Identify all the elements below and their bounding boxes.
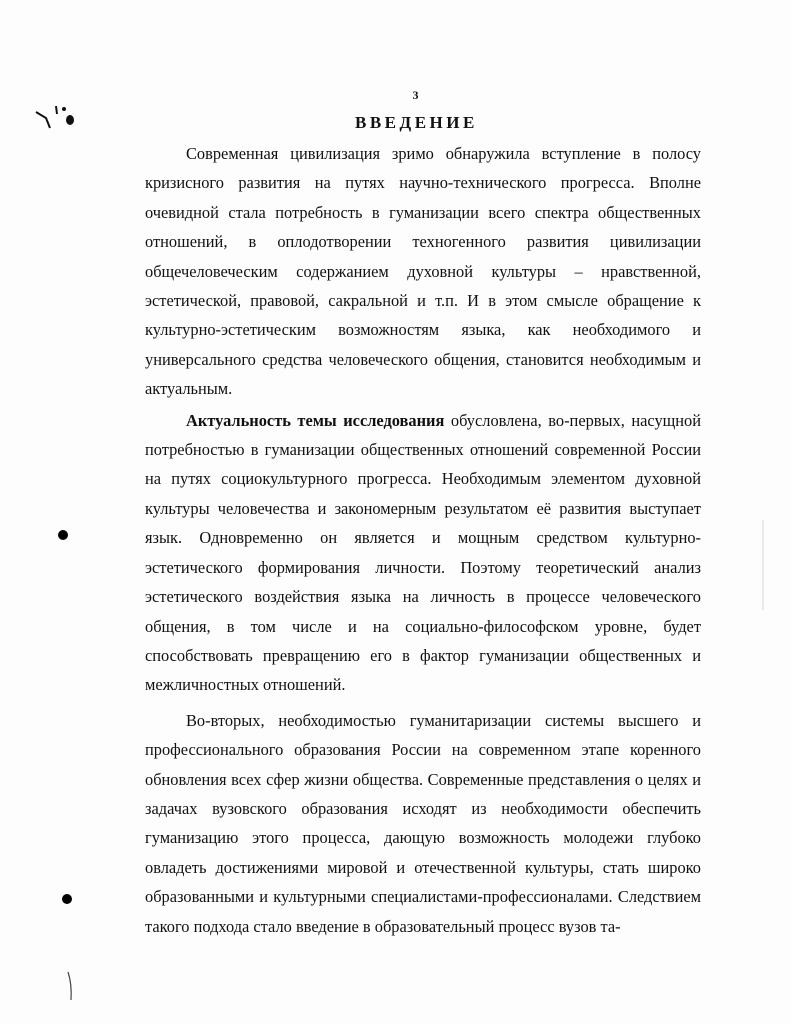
scan-dot-mark-2 <box>62 894 72 904</box>
paragraph-2-bold-lead: Актуальность темы исследования <box>186 410 445 430</box>
page-title: ВВЕДЕНИЕ <box>355 113 478 132</box>
scan-margin-line <box>760 520 766 610</box>
paragraph-1 <box>145 139 701 404</box>
scan-line-mark-icon <box>64 970 78 1002</box>
paragraph-1-text: Современная цивилизация зримо обнаружила вступление в полосу кризисного развития на путях научно-технического прогресса. Вполне очевидной стала потребность в гуманизации всего спектра общественных отношений, в оплодотворении техногенного развития цивилизации общечеловеческим содержанием духовной культуры – нравственной, эстетической, правовой, сакральной и т.п. И в этом смысле обращение к культурно-эстетическим возможностям языка, как необходимого и универсального средства человеческого общения, становится необходимым и актуальным. <box>145 144 701 399</box>
scan-dot-mark-1 <box>58 530 68 540</box>
paragraph-2 <box>145 406 701 700</box>
paragraph-3-text: Во-вторых, необходимостью гуманитаризации системы высшего и профессионального образования России на современном этапе коренного обновления всех сфер жизни общества. Современные представления о целях и задачах вузовского образования исходят из необходимости обеспечить гуманизацию этого процесса, дающую возможность молодежи глубоко овладеть достижениями мировой и отечественной культуры, стать широко образованными и культурными специалистами-профессионалами. Следствием такого подхода стало введение в образовательный процесс вузов та- <box>145 710 701 936</box>
paragraph-2-text: обусловлена, во-первых, насущной потребностью в гуманизации общественных отношений современной России на путях социокультурного прогресса. Необходимым элементом духовной культуры человечества и закономерным результатом её развития выступает язык. Одновременно он является и мощным средством культурно-эстетического формирования личности. Поэтому теоретический анализ эстетического воздействия языка на личность в процессе человеческого общения, в том числе и на социально-философском уровне, будет способствовать превращению его в фактор гуманизации общественных и межличностных отношений. <box>145 410 701 695</box>
scan-mark-scribble-icon <box>34 100 80 130</box>
document-body <box>145 139 701 941</box>
paragraph-3 <box>145 706 701 941</box>
page-number: 3 <box>412 88 419 102</box>
